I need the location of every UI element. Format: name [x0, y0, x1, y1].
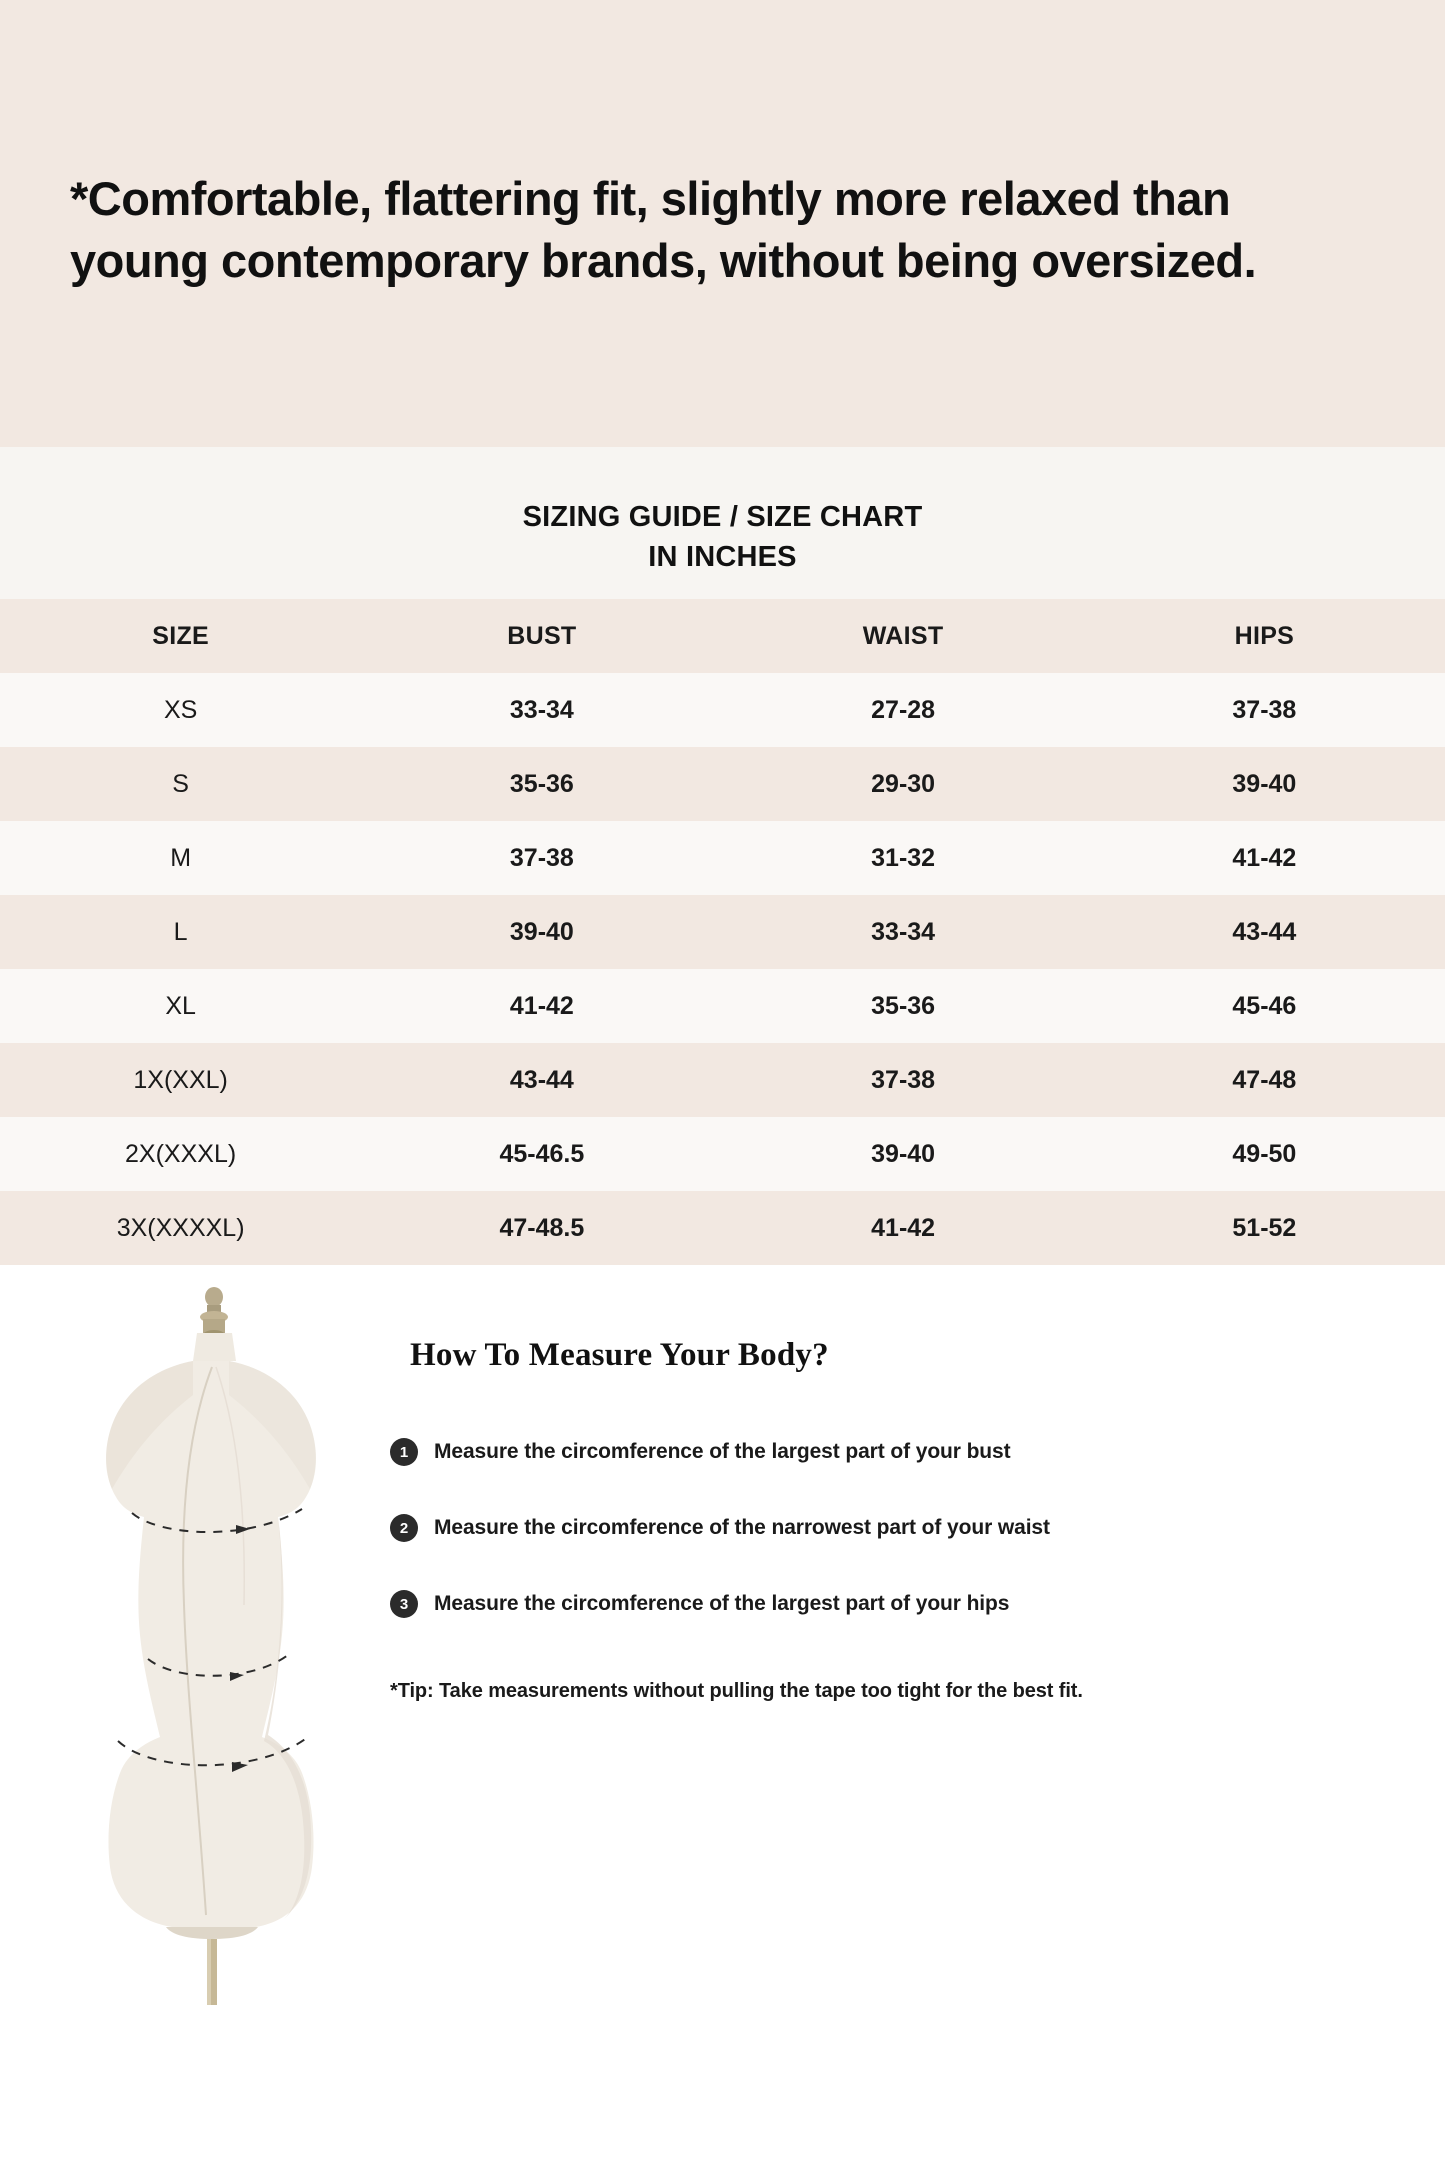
- cell-size: 3X(XXXXL): [116, 1213, 245, 1242]
- cell-waist: 29-30: [871, 769, 936, 798]
- size-chart-title: [0, 483, 1445, 599]
- cell-waist: 39-40: [871, 1139, 936, 1168]
- table-row: [0, 673, 1445, 747]
- step-text: Measure the circomference of the largest part of your bust: [434, 1440, 1011, 1464]
- measure-tip: [390, 1680, 1445, 1703]
- size-chart-section: [0, 447, 1445, 1265]
- cell-size: XS: [163, 695, 198, 724]
- table-row: [0, 1117, 1445, 1191]
- how-to-measure-title: How To Measure Your Body?: [410, 1337, 829, 1374]
- cell-bust: 35-36: [509, 769, 574, 798]
- table-header-row: [0, 599, 1445, 673]
- table-row: [0, 1043, 1445, 1117]
- cell-bust: 47-48.5: [499, 1213, 585, 1242]
- column-header-size: SIZE: [152, 621, 210, 650]
- cell-bust: 37-38: [509, 843, 574, 872]
- cell-hips: 45-46: [1232, 991, 1297, 1020]
- dress-form-mannequin-icon: [40, 1275, 370, 2010]
- list-item: [390, 1514, 1445, 1542]
- tip-asterisk: *: [390, 1680, 398, 1703]
- step-text: Measure the circomference of the largest part of your hips: [434, 1592, 1010, 1616]
- measure-content: [390, 1265, 1445, 1703]
- step-number-badge: 2: [390, 1514, 418, 1542]
- cell-size: S: [172, 769, 189, 798]
- cell-hips: 41-42: [1232, 843, 1297, 872]
- size-chart-body: [0, 673, 1445, 1265]
- table-row: [0, 821, 1445, 895]
- cell-hips: 49-50: [1232, 1139, 1297, 1168]
- list-item: [390, 1438, 1445, 1466]
- step-number-badge: 3: [390, 1590, 418, 1618]
- cell-waist: 41-42: [871, 1213, 936, 1242]
- banner-text: *Comfortable, flattering fit, slightly more relaxed than young contemporary brands, without being oversized.: [70, 172, 1257, 288]
- cell-hips: 43-44: [1232, 917, 1297, 946]
- size-chart-title-line1: SIZING GUIDE / SIZE CHART: [522, 501, 923, 533]
- cell-bust: 43-44: [509, 1065, 574, 1094]
- how-to-measure-section: [0, 1265, 1445, 2010]
- cell-waist: 33-34: [871, 917, 936, 946]
- tip-text: Tip: Take measurements without pulling the tape too tight for the best fit.: [397, 1680, 1083, 1703]
- table-row: [0, 969, 1445, 1043]
- column-header-waist: WAIST: [862, 621, 944, 650]
- cell-waist: 35-36: [871, 991, 936, 1020]
- cell-hips: 51-52: [1232, 1213, 1297, 1242]
- cell-waist: 37-38: [871, 1065, 936, 1094]
- cell-size: M: [170, 843, 192, 872]
- intro-banner: [0, 0, 1445, 447]
- list-item: [390, 1590, 1445, 1618]
- cell-size: 2X(XXXL): [125, 1139, 237, 1168]
- cell-size: XL: [165, 991, 196, 1020]
- column-header-hips: HIPS: [1234, 621, 1295, 650]
- cell-size: L: [173, 917, 188, 946]
- step-number-badge: 1: [390, 1438, 418, 1466]
- cell-hips: 47-48: [1232, 1065, 1297, 1094]
- cell-waist: 31-32: [871, 843, 936, 872]
- step-text: Measure the circomference of the narrowest part of your waist: [434, 1516, 1050, 1540]
- cell-hips: 37-38: [1232, 695, 1297, 724]
- cell-waist: 27-28: [871, 695, 936, 724]
- cell-hips: 39-40: [1232, 769, 1297, 798]
- cell-bust: 33-34: [509, 695, 574, 724]
- cell-bust: 45-46.5: [499, 1139, 585, 1168]
- table-row: [0, 895, 1445, 969]
- column-header-bust: BUST: [507, 621, 577, 650]
- size-chart-table: [0, 599, 1445, 1265]
- measure-steps-list: [390, 1438, 1445, 1618]
- cell-bust: 39-40: [509, 917, 574, 946]
- size-chart-header: [0, 599, 1445, 673]
- table-row: [0, 747, 1445, 821]
- size-chart-title-line2: IN INCHES: [648, 541, 797, 574]
- cell-bust: 41-42: [509, 991, 574, 1020]
- table-row: [0, 1191, 1445, 1265]
- cell-size: 1X(XXL): [133, 1065, 228, 1094]
